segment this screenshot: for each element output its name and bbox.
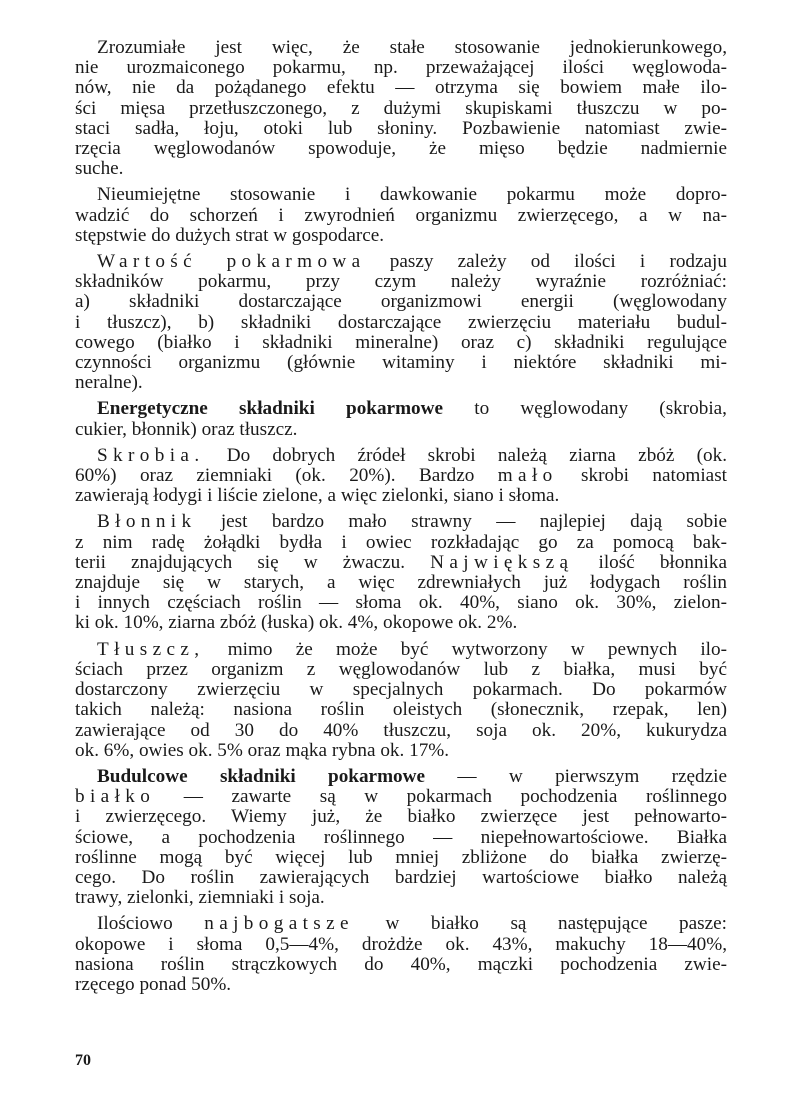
text-line <box>75 787 727 807</box>
text-line: neralne). <box>75 372 143 394</box>
text-line: stępstwie do dużych strat w gospodarce. <box>75 224 385 246</box>
bold-heading: Budulcowe składniki pokarmowe <box>97 765 426 787</box>
text-line: ok. 6%, owies ok. 5% oraz mąka rybna ok. 17%. <box>75 739 450 761</box>
spaced-emphasis: Skrobia. <box>97 444 205 466</box>
text-line: i tłuszcz), b) składniki dostarczające zwierzęciu materiału budul- <box>75 311 727 333</box>
text-line: zawierające od 30 do 40% tłuszczu, soja ok. 20%, kukurydza <box>75 719 727 741</box>
spaced-emphasis: Wartość pokarmowa <box>97 251 366 273</box>
text-line: i innych częściach roślin — słoma ok. 40%, siano ok. 30%, zielon- <box>75 592 727 614</box>
text-line: a) składniki dostarczające organizmowi energii (węglowodany <box>75 291 727 313</box>
text-line: ści mięsa przetłuszczonego, z dużymi skupiskami tłuszczu w po- <box>75 97 727 119</box>
spaced-emphasis: najbogatsze <box>204 913 354 935</box>
page-body <box>75 38 727 1001</box>
spaced-emphasis: białko <box>75 786 156 808</box>
text-line: nów, nie da pożądanego efektu — otrzyma się bowiem małe ilo- <box>75 77 727 99</box>
text-fragment: paszy zależy od ilości i rodzaju <box>365 251 727 273</box>
text-line: rzęcia węglowodanów spowoduje, że mięso będzie nadmiernie <box>75 138 727 160</box>
paragraph-6 <box>75 512 727 633</box>
text-line: składników pokarmu, przy czym należy wyraźnie rozróżniać: <box>75 271 727 293</box>
paragraph-3 <box>75 252 727 393</box>
text-line: Zrozumiałe jest więc, że stałe stosowanie jednokierunkowego, <box>97 37 727 58</box>
text-fragment: — w pierwszym rzędzie <box>425 765 727 787</box>
paragraph-9 <box>75 914 727 995</box>
paragraph-1 <box>75 38 727 179</box>
spaced-emphasis: Błonnik <box>97 511 197 533</box>
paragraph-4 <box>75 399 727 439</box>
text-line: nasiona roślin strączkowych do 40%, mączki pochodzenia zwie- <box>75 953 727 975</box>
text-fragment: skrobi natomiast <box>557 465 727 487</box>
text-line: rzęcego ponad 50%. <box>75 973 232 995</box>
text-line <box>75 466 727 486</box>
paragraph-7 <box>75 640 727 761</box>
text-line: nie urozmaiconego pokarmu, np. przeważającej ilości węglowoda- <box>75 57 727 79</box>
text-line: dostarczony zwierzęciu w specjalnych pokarmach. Do pokarmów <box>75 679 727 701</box>
text-line: okopowe i słoma 0,5—4%, drożdże ok. 43%, makuchy 18—40%, <box>75 933 727 955</box>
text-fragment: mimo że może być wytworzony w pewnych ilo- <box>204 638 727 660</box>
paragraph-5 <box>75 446 727 507</box>
text-line: ściowe, a pochodzenia roślinnego — niepełnowartościowe. Białka <box>75 826 727 848</box>
text-fragment: — zawarte są w pokarmach pochodzenia roślinnego <box>155 786 727 808</box>
text-line: Nieumiejętne stosowanie i dawkowanie pokarmu może dopro- <box>97 184 727 206</box>
bold-heading: Energetyczne składniki pokarmowe <box>97 398 444 420</box>
text-fragment: ilość błonnika <box>573 551 727 573</box>
spaced-emphasis: Tłuszcz, <box>97 638 205 660</box>
text-fragment: w białko są następujące pasze: <box>353 913 727 935</box>
text-line: znajduje się w starych, a więc zdrewniałych już łodygach roślin <box>75 572 727 594</box>
text-fragment: to węglowodany (skrobia, <box>443 398 727 420</box>
text-line: wadzić do schorzeń i zwyrodnień organizmu zwierzęcego, a w na- <box>75 204 727 226</box>
text-fragment: Ilościowo <box>97 913 205 935</box>
text-line: czynności organizmu (głównie witaminy i niektóre składniki mi- <box>75 352 727 374</box>
text-line <box>75 399 727 419</box>
text-line: ki ok. 10%, ziarna zbóż (łuska) ok. 4%, okopowe ok. 2%. <box>75 612 518 634</box>
text-line: i zwierzęcego. Wiemy już, że białko zwierzęce jest pełnowarto- <box>75 806 727 828</box>
page-number: 70 <box>75 1052 91 1069</box>
spaced-emphasis: Największą <box>430 551 574 573</box>
text-line <box>75 553 727 573</box>
text-line <box>75 446 727 466</box>
text-line: suche. <box>75 158 124 180</box>
text-line <box>75 767 727 787</box>
text-line: cego. Do roślin zawierających bardziej wartościowe białko należą <box>75 866 727 888</box>
text-line: cowego (białko i składniki mineralne) oraz c) składniki regulujące <box>75 331 727 353</box>
text-line: ściach przez organizm z węglowodanów lub z białka, musi być <box>75 658 727 680</box>
text-fragment: terii znajdujących się w żwaczu. <box>75 551 431 573</box>
text-line <box>75 914 727 934</box>
text-fragment: 60%) oraz ziemniaki (ok. 20%). Bardzo <box>75 465 498 487</box>
paragraph-8 <box>75 767 727 908</box>
text-line: takich należą: nasiona roślin oleistych (słonecznik, rzepak, len) <box>75 699 727 721</box>
text-line: trawy, zielonki, ziemniaki i soja. <box>75 887 325 909</box>
text-line: z nim radę żołądki bydła i owiec rozkładając go za pomocą bak- <box>75 531 727 553</box>
text-fragment: jest bardzo mało strawny — najlepiej dają sobie <box>196 511 727 533</box>
spaced-emphasis: mało <box>497 465 558 487</box>
text-line <box>75 252 727 272</box>
paragraph-2 <box>75 185 727 246</box>
text-line: roślinne mogą być więcej lub mniej zbliżone do białka zwierzę- <box>75 846 727 868</box>
text-line <box>75 512 727 532</box>
text-line: staci sadła, łoju, otoki lub słoniny. Pozbawienie natomiast zwie- <box>75 117 727 139</box>
text-line: zawierają łodygi i liście zielone, a więc zielonki, siano i słoma. <box>75 485 560 507</box>
text-line <box>75 640 727 660</box>
text-fragment: Do dobrych źródeł skrobi należą ziarna zbóż (ok. <box>204 444 727 466</box>
text-line: cukier, błonnik) oraz tłuszcz. <box>75 418 298 440</box>
